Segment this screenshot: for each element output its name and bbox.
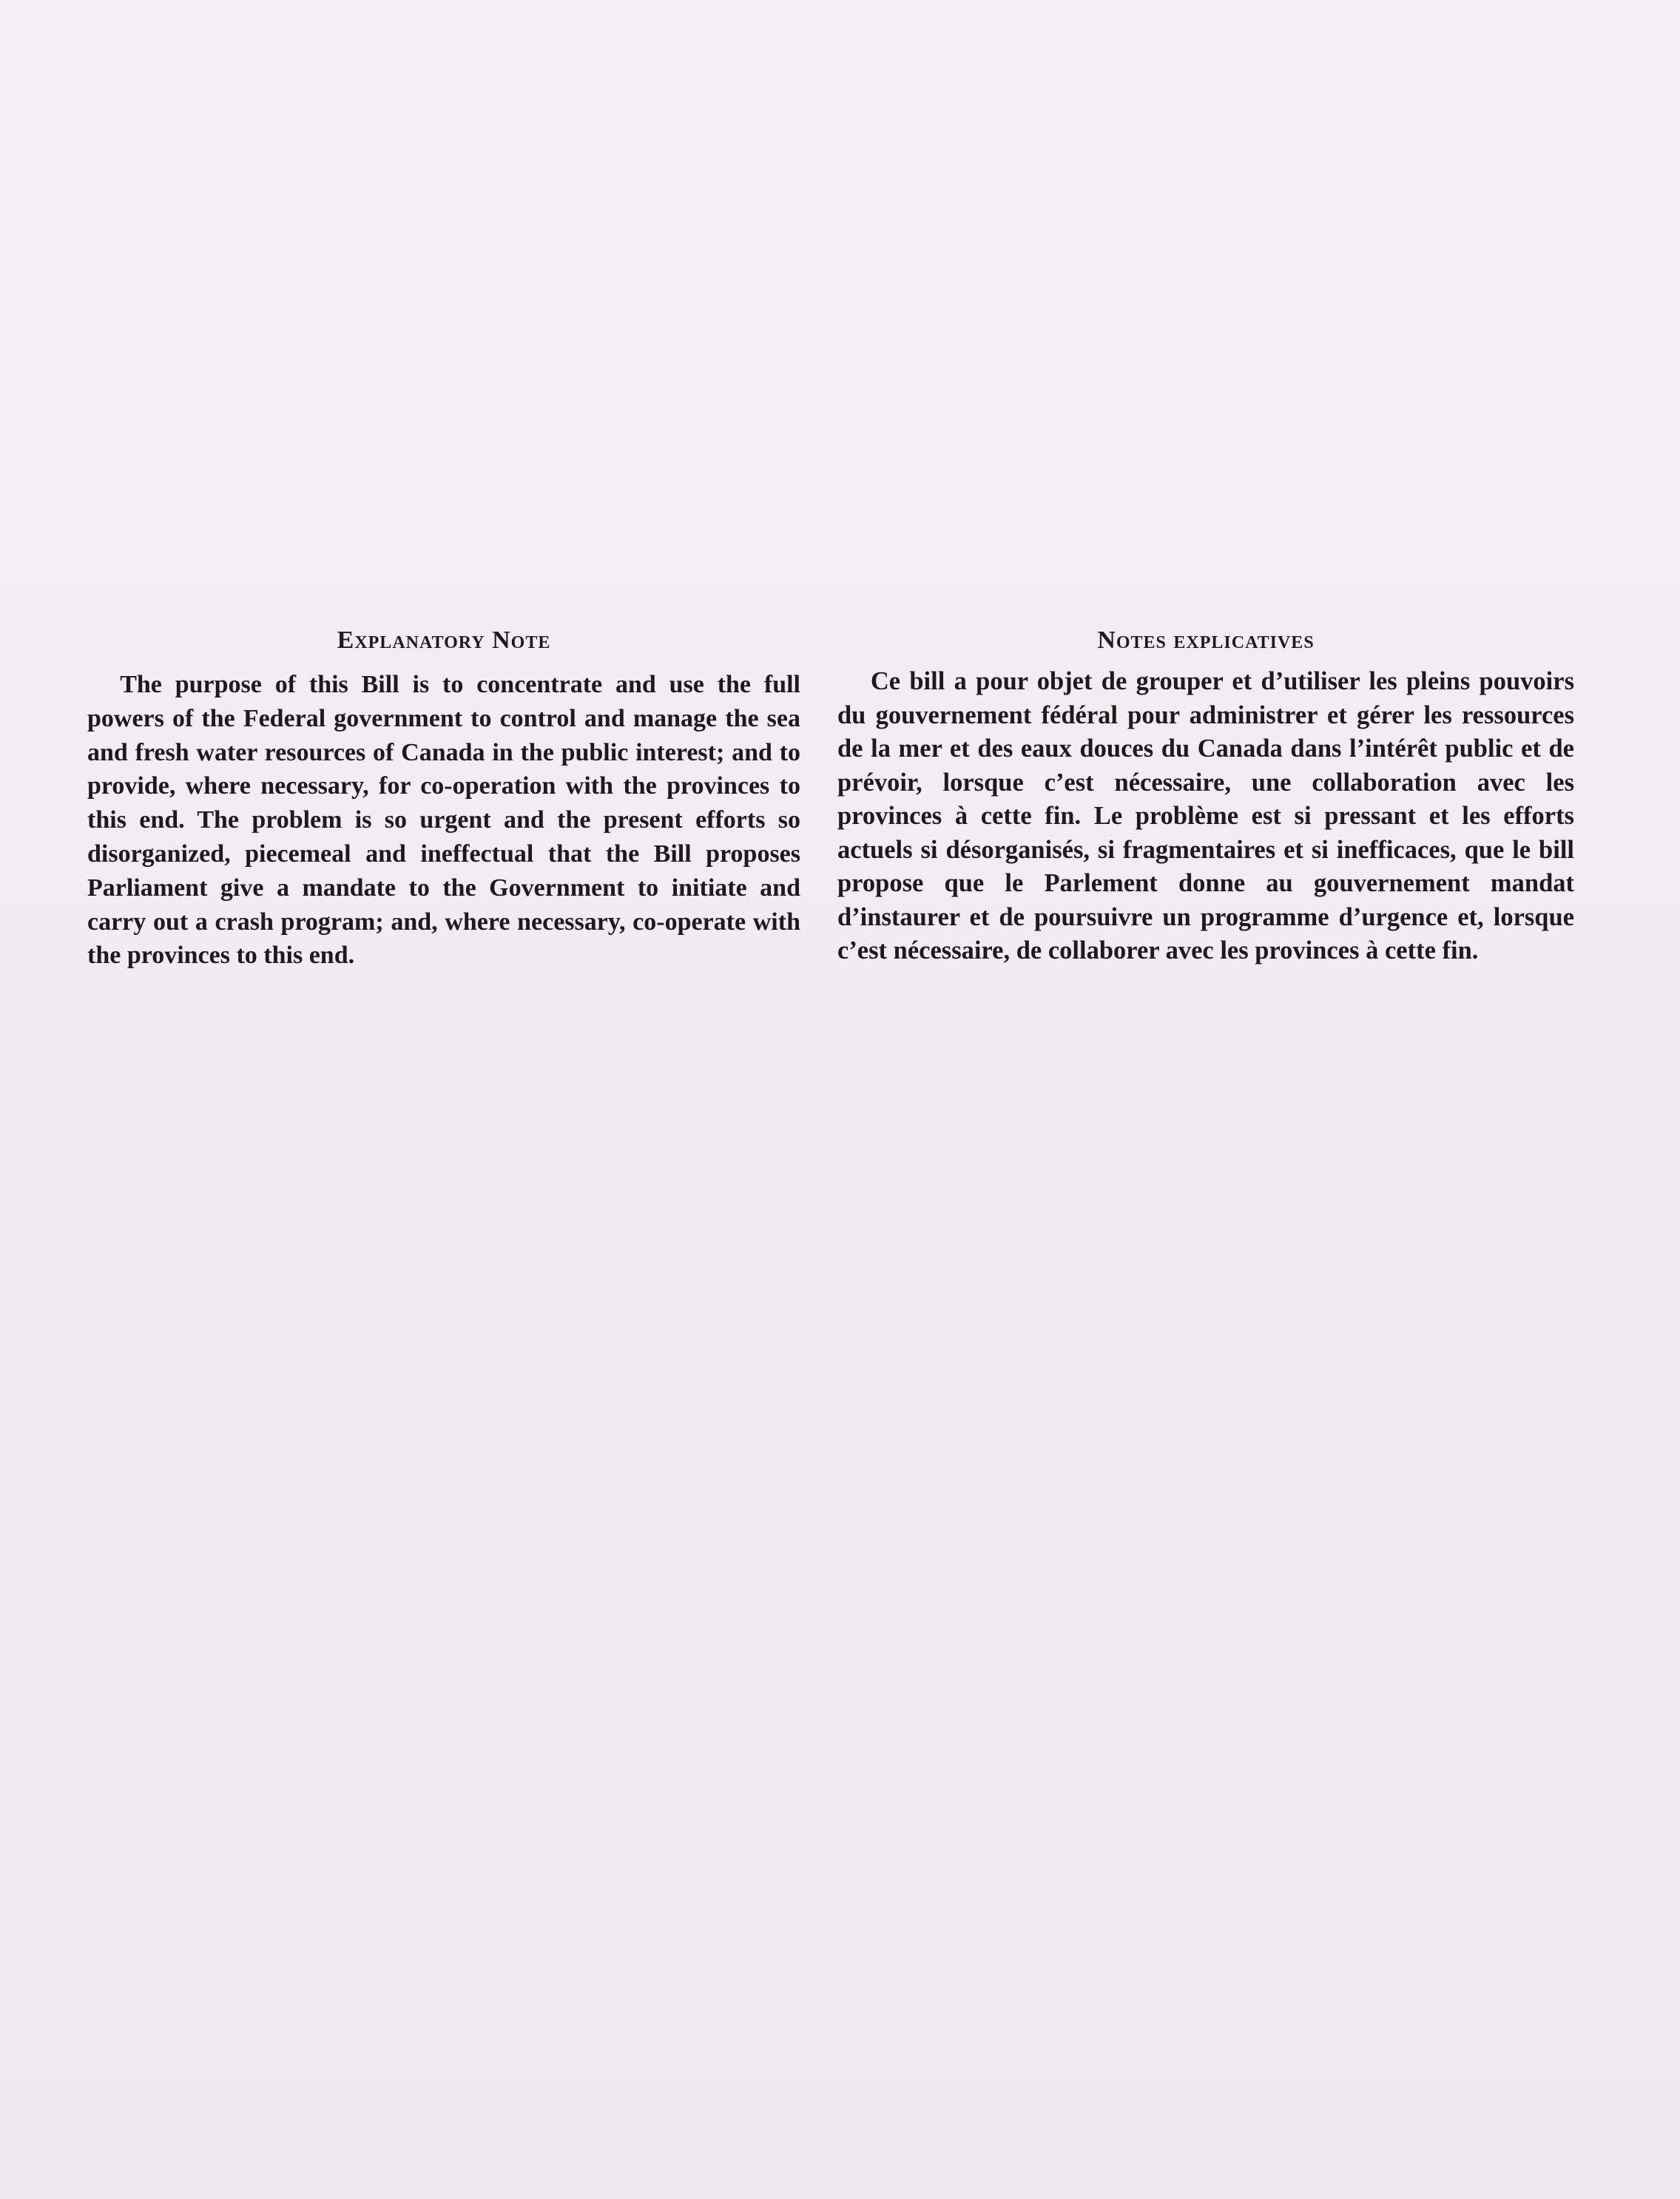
explanatory-note-english: [87, 626, 800, 973]
english-note-heading: Explanatory Note: [337, 626, 551, 654]
explanatory-note-french: [837, 626, 1574, 968]
french-note-heading: Notes explicatives: [1097, 626, 1315, 654]
french-note-body: Ce bill a pour objet de grouper et d’utiliser les pleins pouvoirs du gouvernement fédéral pour administrer et gérer les ressources de la mer et des eaux douces du Canada dans l’intérêt public et de prévoir, lorsque c’est nécessaire, une collaboration avec les provinces à cette fin. Le problème est si pressant et les efforts actuels si désorganisés, si fragmentaires et si inefficaces, que le bill propose que le Parlement donne au gouvernement mandat d’instaurer et de poursuivre un programme d’urgence et, lorsque c’est nécessaire, de collaborer avec les provinces à cette fin.: [837, 667, 1574, 965]
english-note-body: The purpose of this Bill is to concentrate and use the full powers of the Federal government to control and manage the sea and fresh water resources of Canada in the public interest; and to provide, where necessary, for co-operation with the provinces to this end. The problem is so urgent and the present efforts so disorganized, piecemeal and ineffectual that the Bill proposes Parliament give a mandate to the Government to initiate and carry out a crash program; and, where necessary, co-operate with the provinces to this end.: [87, 671, 800, 970]
